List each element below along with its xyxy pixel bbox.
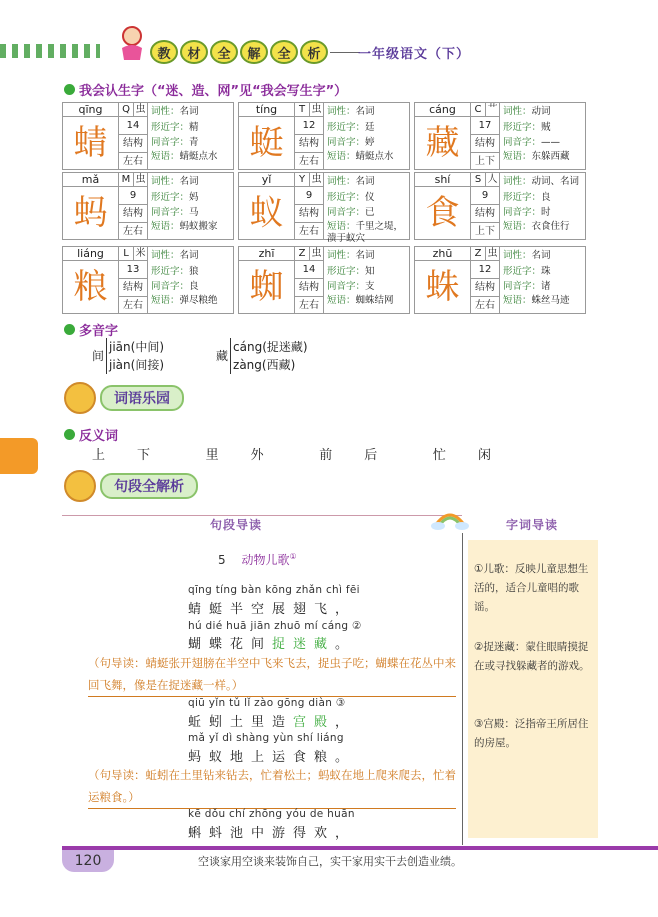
pinyin-line: mǎ yǐ dì shàng yùn shí liáng [188, 732, 344, 744]
card-info-key: 短语： [327, 294, 356, 306]
card-info-value: 珠 [541, 265, 551, 277]
card-initial: Y [294, 173, 309, 187]
antonym-pair [319, 444, 433, 463]
header-title-char: 教 [150, 40, 178, 64]
card-radical: 虫 [309, 103, 324, 117]
card-initial: S [470, 173, 485, 187]
header-title-char: 解 [240, 40, 268, 64]
card-info-value: 名词 [355, 106, 375, 117]
card-character: 蛛 [425, 267, 460, 307]
polyphone-reading: cáng(捉迷藏) [233, 340, 308, 354]
card-info-key: 形近字： [151, 265, 190, 277]
card-structure: 左右 [470, 297, 500, 314]
card-structure: 左右 [118, 297, 148, 314]
card-info-key: 词性： [327, 106, 356, 117]
card-info-value: 良 [189, 281, 199, 292]
card-info-value: 衣食住行 [531, 220, 570, 232]
card-stroke-count: 14 [294, 261, 324, 279]
card-structure-label: 结构 [118, 135, 148, 153]
poem-highlight: 捉迷藏 [272, 637, 336, 652]
polyphone-group [216, 338, 308, 374]
card-info-value: 知 [365, 265, 375, 277]
char-card [414, 102, 586, 170]
bullet-dot-icon [64, 84, 75, 95]
card-info-key: 形近字： [503, 191, 542, 203]
card-info-key: 词性： [151, 176, 180, 187]
card-info-key: 词性： [151, 250, 180, 261]
antonym-list [92, 444, 512, 463]
column-divider [462, 533, 463, 845]
card-info-key: 形近字： [503, 265, 542, 277]
card-info-key: 短语： [327, 150, 356, 162]
side-tab-mascot-icon [0, 438, 38, 474]
card-info-value: 精 [189, 121, 199, 133]
card-info-value: 东躲西藏 [531, 150, 570, 162]
antonym-word: 后 [364, 448, 380, 463]
section-badge-vocab [64, 382, 184, 414]
card-initial: T [294, 103, 309, 117]
antonym-pair [433, 444, 512, 463]
card-info-key: 同音字： [503, 207, 542, 218]
page-number: 120 [62, 850, 114, 872]
card-info-value: 千里之堤，溃于蚁穴 [327, 220, 404, 244]
section-heading-text: 我会认生字（“迷、造、网”见“我会写生字”） [79, 84, 348, 99]
antonym-pair [92, 444, 206, 463]
card-stroke-count: 14 [118, 117, 148, 135]
section-heading-text: 反义词 [79, 429, 119, 444]
card-info-key: 词性： [327, 176, 356, 187]
card-info-value: 动词、名词 [531, 176, 580, 187]
card-info-key: 形近字： [151, 121, 190, 133]
card-info-value: 名词 [179, 176, 199, 187]
poem-text: ， [335, 715, 357, 730]
section-badge-passage [64, 470, 198, 502]
card-info-key: 形近字： [327, 191, 366, 203]
mascot-icon [64, 470, 96, 502]
char-card [62, 246, 234, 314]
card-info-value: 良 [541, 191, 551, 203]
card-info-key: 形近字： [327, 121, 366, 133]
card-structure-label: 结构 [294, 205, 324, 223]
card-info-value: 诸 [541, 281, 551, 292]
notes-panel [468, 540, 598, 838]
header-title-char: 材 [180, 40, 208, 64]
lesson-title [218, 551, 297, 568]
card-info-key: 短语： [503, 220, 532, 232]
subhead-passage-guide: 句段导读 [210, 518, 263, 532]
antonym-word: 外 [250, 448, 266, 463]
char-card [62, 172, 234, 240]
card-structure: 上下 [470, 153, 500, 170]
card-info-key: 形近字： [327, 265, 366, 277]
antonym-word: 下 [137, 448, 153, 463]
card-info [327, 174, 411, 245]
card-info-key: 短语： [151, 294, 180, 306]
card-info-key: 同音字： [151, 207, 190, 218]
poem-line: 蜻蜓半空展翅飞， [188, 602, 357, 617]
poem-line: 蝌蚪池中游得欢， [188, 826, 357, 841]
card-stroke-count: 17 [470, 117, 500, 135]
card-info-key: 短语： [327, 220, 356, 232]
card-info-key: 同音字： [151, 281, 190, 292]
card-info-value: 婷 [365, 137, 375, 148]
char-card [238, 172, 410, 244]
card-info-value: 蚂蚁搬家 [179, 220, 218, 232]
bullet-dot-icon [64, 324, 75, 335]
card-info-key: 短语： [151, 220, 180, 232]
header-title-char: 全 [210, 40, 238, 64]
poem-line: 蚂蚁地上运食粮。 [188, 750, 357, 765]
card-radical: 虫 [133, 173, 148, 187]
card-initial: C [470, 103, 485, 117]
card-stroke-count: 12 [470, 261, 500, 279]
card-info-value: 弹尽粮绝 [179, 294, 218, 306]
card-stroke-count: 13 [118, 261, 148, 279]
card-info [503, 248, 587, 307]
card-pinyin: tíng [239, 103, 294, 117]
card-info-key: 词性： [151, 106, 180, 117]
card-structure-label: 结构 [470, 135, 500, 153]
note-item: ②捉迷藏：蒙住眼睛摸捉在或寻找躲藏者的游戏。 [474, 641, 590, 672]
card-pinyin: qīng [63, 103, 118, 117]
poem-line [188, 633, 356, 652]
card-pinyin: mǎ [63, 173, 118, 187]
card-structure-label: 结构 [118, 279, 148, 297]
card-info-value: 青 [189, 137, 199, 148]
card-character: 蚁 [249, 193, 284, 233]
card-info-value: 支 [365, 281, 375, 292]
card-info-key: 词性： [503, 176, 532, 187]
card-radical: 虫 [485, 247, 500, 261]
card-character: 粮 [73, 267, 108, 307]
card-info-value: 妈 [189, 191, 199, 203]
section-heading-antonyms [64, 425, 118, 444]
poem-line [188, 711, 356, 730]
badge-label: 句段全解析 [100, 473, 198, 499]
section-heading-new-chars [64, 80, 347, 99]
header-title [150, 40, 330, 64]
badge-label: 词语乐园 [100, 385, 184, 411]
card-info-key: 同音字： [503, 137, 542, 148]
card-initial: Z [294, 247, 309, 261]
card-structure: 左右 [294, 297, 324, 314]
card-radical: 艹 [485, 103, 500, 117]
polyphone-char: 藏 [216, 349, 229, 363]
card-info-value: 名词 [531, 250, 551, 261]
card-info-value: 名词 [355, 176, 375, 187]
char-card [238, 246, 410, 314]
poem-highlight: 宫殿 [293, 715, 336, 730]
card-character: 蜓 [249, 123, 284, 163]
card-info-key: 同音字： [327, 207, 366, 218]
card-pinyin: zhū [415, 247, 470, 261]
card-info-value: 蜻蜓点水 [179, 150, 218, 162]
char-card [238, 102, 410, 170]
card-info-value: 蜻蜓点水 [355, 150, 394, 162]
card-info-value: 名词 [179, 106, 199, 117]
card-character: 食 [425, 193, 460, 233]
header-checker-band [0, 44, 100, 58]
section-heading-text: 多音字 [79, 324, 119, 339]
header-subtitle: 一年级语文（下） [358, 47, 471, 62]
sentence-guide: （句导读：蜻蜓张开翅膀在半空中飞来飞去，捉虫子吃；蝴蝶在花丛中来回飞舞，像是在捉迷藏一样。） [88, 652, 456, 697]
card-info [503, 104, 587, 163]
card-pinyin: liáng [63, 247, 118, 261]
card-info-value: 蛛丝马迹 [531, 294, 570, 306]
card-radical: 虫 [133, 103, 148, 117]
polyphone-reading: zàng(西藏) [233, 358, 296, 372]
footer-bar [62, 846, 658, 850]
card-initial: M [118, 173, 133, 187]
card-info-value: 贼 [541, 121, 551, 133]
pinyin-line: hú dié huā jiān zhuō mí cáng ② [188, 620, 362, 632]
header-title-char: 全 [270, 40, 298, 64]
card-stroke-count: 9 [118, 187, 148, 205]
polyphone-char: 间 [92, 349, 105, 363]
card-info-key: 短语： [503, 150, 532, 162]
card-info-key: 词性： [503, 106, 532, 117]
card-info-key: 短语： [503, 294, 532, 306]
card-info-value: 蜘蛛结网 [355, 294, 394, 306]
card-info-value: 狼 [189, 265, 199, 277]
header-divider [330, 52, 360, 53]
polyphone-brace [106, 338, 164, 374]
card-structure-label: 结构 [118, 205, 148, 223]
char-card [62, 102, 234, 170]
polyphone-reading: jiàn(间接) [109, 358, 165, 372]
card-info-value: 马 [189, 207, 199, 218]
card-info-value: 动词 [531, 106, 551, 117]
footer-motto: 空谈家用空谈来装饰自己，实干家用实干去创造业绩。 [198, 855, 462, 868]
card-character: 蚂 [73, 193, 108, 233]
pinyin-line: qīng tíng bàn kōng zhǎn chì fēi [188, 584, 360, 596]
card-radical: 人 [485, 173, 500, 187]
card-info-key: 短语： [151, 150, 180, 162]
lesson-number: 5 [218, 553, 226, 567]
card-info-value: 名词 [179, 250, 199, 261]
card-structure: 上下 [470, 223, 500, 240]
girl-mascot-icon [112, 22, 152, 62]
card-structure: 左右 [118, 153, 148, 170]
card-character: 蜘 [249, 267, 284, 307]
poem-text: 蝴蝶花间 [188, 637, 273, 652]
bullet-dot-icon [64, 429, 75, 440]
lesson-title-text: 动物儿歌 [241, 553, 290, 567]
card-pinyin: yǐ [239, 173, 294, 187]
card-info-key: 同音字： [327, 137, 366, 148]
antonym-pair [206, 444, 320, 463]
card-character: 蜻 [73, 123, 108, 163]
card-radical: 虫 [309, 173, 324, 187]
card-info-key: 同音字： [151, 137, 190, 148]
card-structure-label: 结构 [294, 135, 324, 153]
card-radical: 米 [133, 247, 148, 261]
char-card [414, 246, 586, 314]
antonym-word: 闲 [477, 448, 493, 463]
mascot-icon [64, 382, 96, 414]
card-info-value: 仪 [365, 191, 375, 203]
card-info-key: 形近字： [151, 191, 190, 203]
poem-text: 。 [335, 637, 357, 652]
card-stroke-count: 9 [294, 187, 324, 205]
card-info [327, 248, 411, 307]
card-pinyin: cáng [415, 103, 470, 117]
card-pinyin: zhī [239, 247, 294, 261]
card-info-key: 形近字： [503, 121, 542, 133]
card-structure: 左右 [118, 223, 148, 240]
card-initial: Q [118, 103, 133, 117]
card-info-value: 时 [541, 207, 551, 218]
card-info-value: 廷 [365, 121, 375, 133]
card-info-key: 词性： [503, 250, 532, 261]
subhead-word-guide: 字词导读 [506, 518, 559, 532]
card-info [503, 174, 587, 233]
card-structure-label: 结构 [294, 279, 324, 297]
card-info [151, 174, 235, 233]
card-initial: Z [470, 247, 485, 261]
card-info-key: 词性： [327, 250, 356, 261]
polyphone-brace [230, 338, 308, 374]
card-initial: L [118, 247, 133, 261]
card-info-value: 名词 [355, 250, 375, 261]
card-info [151, 104, 235, 163]
card-info-key: 同音字： [327, 281, 366, 292]
card-info [327, 104, 411, 163]
card-stroke-count: 9 [470, 187, 500, 205]
card-radical: 虫 [309, 247, 324, 261]
note-item: ③宫殿：泛指帝王所居住的房屋。 [474, 718, 589, 749]
card-character: 藏 [425, 123, 460, 163]
card-info-value: 已 [365, 207, 375, 218]
antonym-word: 里 [205, 448, 221, 463]
card-structure: 左右 [294, 153, 324, 170]
pinyin-line: kē dǒu chí zhōng yóu de huān [188, 808, 355, 820]
card-structure-label: 结构 [470, 205, 500, 223]
card-info [151, 248, 235, 307]
card-info-key: 同音字： [503, 281, 542, 292]
card-structure-label: 结构 [470, 279, 500, 297]
antonym-word: 上 [92, 448, 108, 463]
card-stroke-count: 12 [294, 117, 324, 135]
cloud-rainbow-icon [430, 508, 470, 530]
section-heading-polyphones [64, 320, 118, 339]
card-info-value: —— [541, 137, 561, 148]
antonym-word: 前 [319, 448, 335, 463]
polyphone-reading: jiān(中间) [109, 340, 165, 354]
header-title-char: 析 [300, 40, 328, 64]
footnote-mark: ① [289, 552, 297, 561]
char-card [414, 172, 586, 240]
polyphone-group [92, 338, 164, 374]
note-item: ①儿歌：反映儿童思想生活的，适合儿童唱的歌谣。 [474, 563, 589, 613]
poem-text: 蚯蚓土里造 [188, 715, 294, 730]
pinyin-line: qiū yǐn tǔ lǐ zào gōng diàn ③ [188, 697, 346, 709]
card-structure: 左右 [294, 223, 324, 240]
sentence-guide: （句导读：蚯蚓在土里钻来钻去，忙着松土；蚂蚁在地上爬来爬去，忙着运粮食。） [88, 764, 456, 809]
antonym-word: 忙 [432, 448, 448, 463]
card-pinyin: shí [415, 173, 470, 187]
